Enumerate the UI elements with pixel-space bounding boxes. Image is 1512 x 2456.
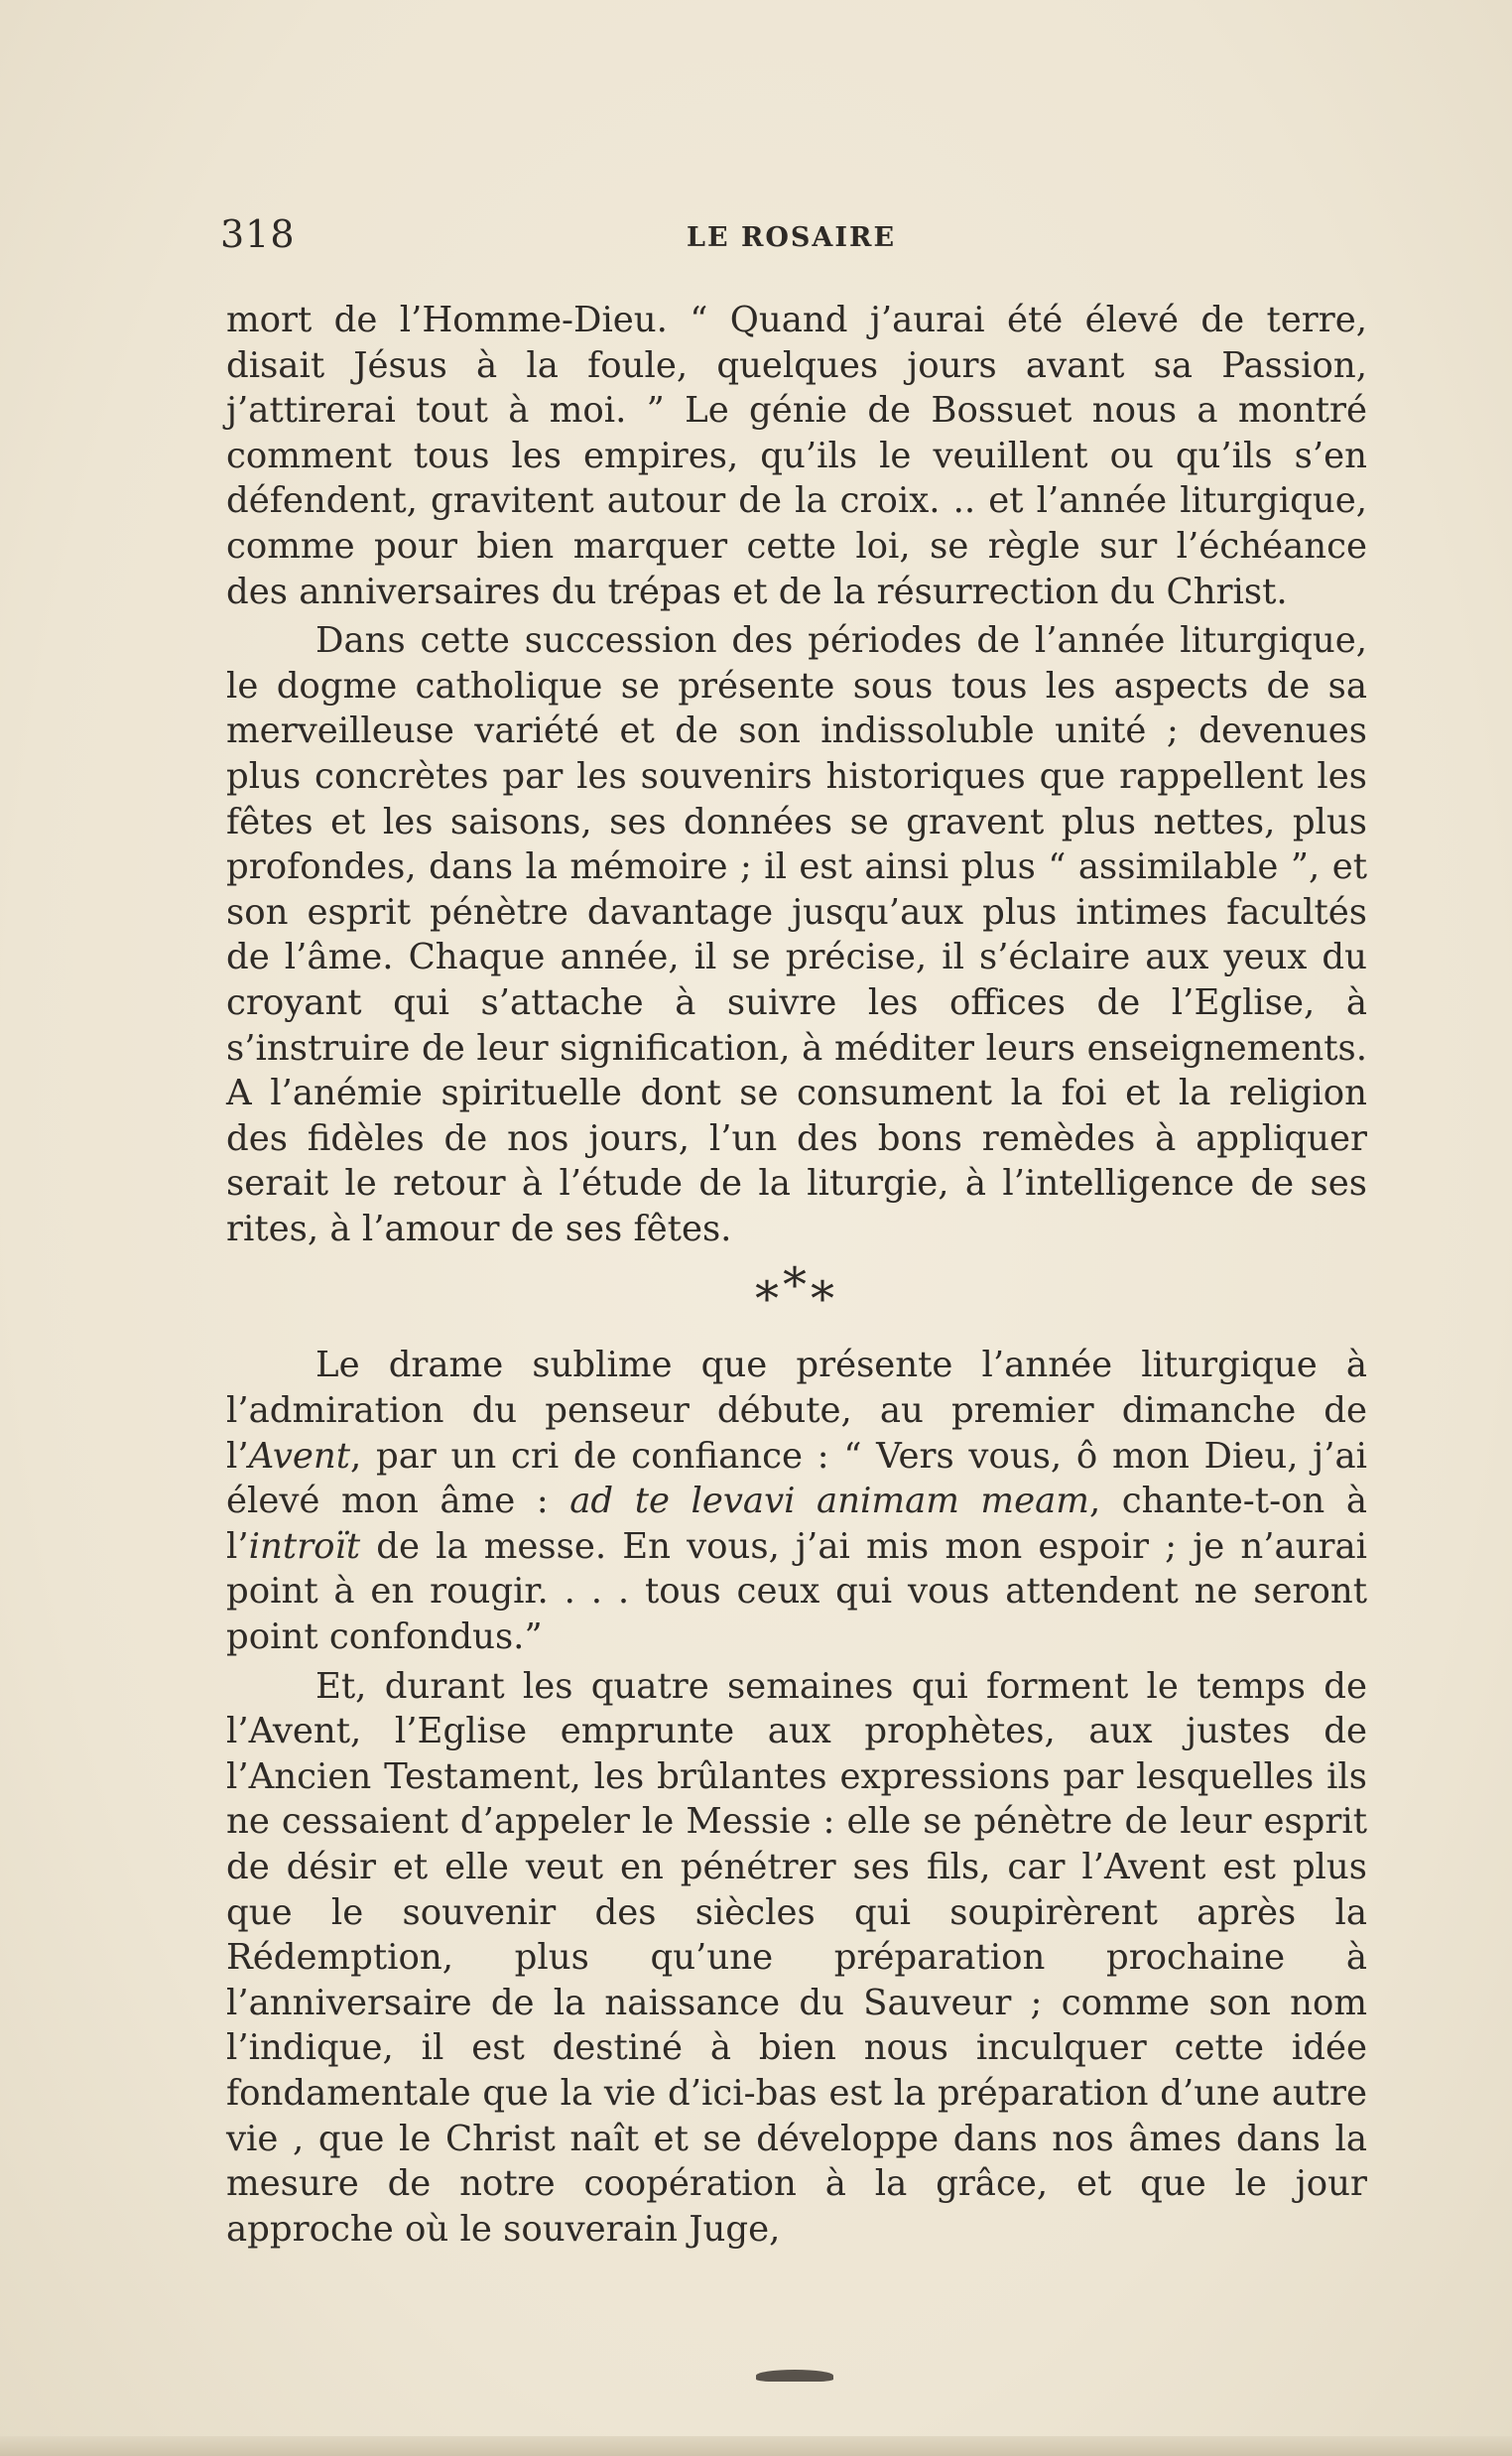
section-asterism xyxy=(226,1257,1367,1328)
asterisk-middle: * xyxy=(783,1257,811,1314)
running-title: LE ROSAIRE xyxy=(687,222,897,253)
page-bottom-edge xyxy=(0,2436,1512,2456)
paragraph-3-text-4: de la messe. En vous, j’ai mis mon espoir ; je n’aurai point à en rougir. . . . tous ceux qui vous attendent ne seront point confondus.” xyxy=(226,1525,1367,1658)
paragraph-3 xyxy=(226,1343,1367,1659)
bottom-ink-mark xyxy=(756,2370,833,2382)
paragraph-2: Dans cette succession des périodes de l’année liturgique, le dogme catholique se présente sous tous les aspects de sa merveilleuse variété et de son indissoluble unité ; devenues plus concrètes par les souvenirs historiques que rappellent les fêtes et les saisons, ses données se gravent plus nettes, plus profondes, dans la mémoire ; il est ainsi plus “ assimilable ”, et son esprit pénètre davantage jusqu’aux plus intimes facultés de l’âme. Chaque année, il se précise, il s’éclaire aux yeux du croyant qui s’attache à suivre les offices de l’Eglise, à s’instruire de leur signification, à méditer leurs enseignements. A l’anémie spirituelle dont se consument la foi et la religion des fidèles de nos jours, l’un des bons remèdes à appliquer serait le retour à l’étude de la liturgie, à l’intelligence de ses rites, à l’amour de ses fêtes. xyxy=(226,620,1367,1249)
page-number: 318 xyxy=(220,212,296,256)
paragraph-3-italic-latin: ad te levavi animam meam xyxy=(569,1481,1089,1522)
paragraph-3-text-2: , par un cri de confiance : “ Vers vous, ô mon Dieu, j’ai élevé mon âme : xyxy=(226,1435,1367,1522)
page-header xyxy=(220,212,1371,262)
paragraph-3-text-3: , chante-t-on à l’ xyxy=(226,1481,1367,1567)
paragraph-3-text-1: Le drame sublime que présente l’année liturgique à l’admiration du penseur débute, au premier dimanche de l’ xyxy=(226,1345,1367,1477)
asterisk-left: * xyxy=(755,1271,783,1328)
paragraph-3-italic-introit: introït xyxy=(248,1525,361,1567)
asterisk-right: * xyxy=(811,1271,838,1328)
paragraph-1: mort de l’Homme-Dieu. “ Quand j’aurai été élevé de terre, disait Jésus à la foule, quelques jours avant sa Passion, j’attirerai tout à moi. ” Le génie de Bossuet nous a montré comment tous les empires, qu’ils le veuillent ou qu’ils s’en défendent, gravitent autour de la croix. .. et l’année liturgique, comme pour bien marquer cette loi, se règle sur l’échéance des anniversaires du trépas et de la résurrection du Christ. xyxy=(226,300,1367,612)
paragraph-4: Et, durant les quatre semaines qui forment le temps de l’Avent, l’Eglise emprunte aux prophètes, aux justes de l’Ancien Testament, les brûlantes expressions par lesquelles ils ne cessaient d’appeler le Messie : elle se pénètre de leur esprit de désir et elle veut en pénétrer ses fils, car l’Avent est plus que le souvenir des siècles qui soupirèrent après la Rédemption, plus qu’une préparation prochaine à l’anniversaire de la naissance du Sauveur ; comme son nom l’indique, il est destiné à bien nous inculquer cette idée fondamentale que la vie d’ici-bas est la préparation d’une autre vie , que le Christ naît et se développe dans nos âmes dans la mesure de notre coopération à la grâce, et que le jour approche où le souverain Juge, xyxy=(226,1665,1367,2250)
paragraph-3-italic-avent: Avent xyxy=(248,1435,351,1477)
main-text xyxy=(226,298,1367,2252)
